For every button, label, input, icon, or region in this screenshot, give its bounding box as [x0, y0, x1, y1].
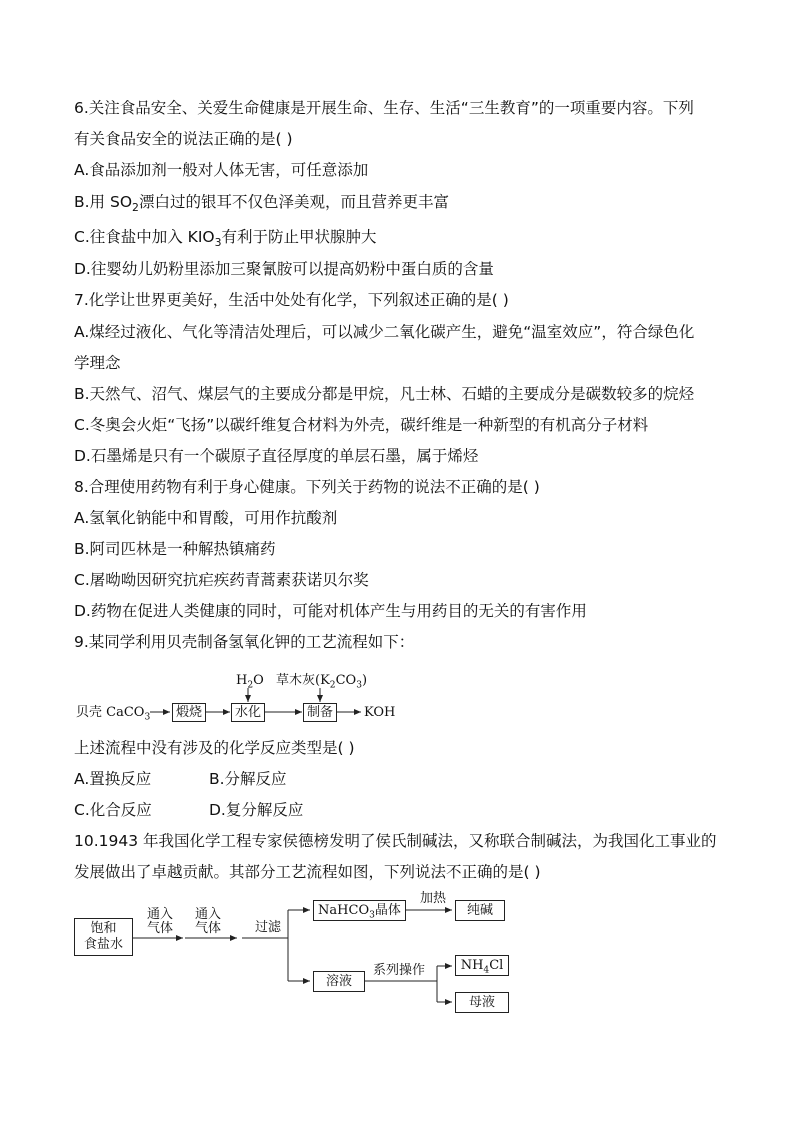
q9-option-b: B.分解反应 — [209, 770, 287, 788]
q9-option-c: C.化合反应 — [74, 801, 152, 819]
q10-heat-label: 加热 — [420, 891, 447, 906]
q8-option-c: C.屠呦呦因研究抗疟疾药青蒿素获诺贝尔奖 — [74, 571, 369, 589]
q7-option-a-line2: 学理念 — [74, 354, 121, 372]
q10-filter-label: 过滤 — [255, 920, 282, 935]
q6-option-a: A.食品添加剂一般对人体无害，可任意添加 — [74, 161, 369, 179]
q10-box-solution: 溶液 — [313, 971, 365, 992]
q8-option-b: B.阿司匹林是一种解热镇痛药 — [74, 540, 276, 558]
q9-step-prepare: 制备 — [303, 703, 337, 722]
q9-stem: 9.某同学利用贝壳制备氢氧化钾的工艺流程如下： — [74, 633, 415, 651]
q10-gas-input-1-line1: 通入 — [147, 907, 174, 922]
q7-option-c: C.冬奥会火炬“飞扬”以碳纤维复合材料为外壳，碳纤维是一种新型的有机高分子材料 — [74, 416, 649, 434]
q10-box-mother-liquor: 母液 — [455, 992, 509, 1013]
q9-step-hydrate: 水化 — [231, 703, 265, 722]
q10-series-label: 系列操作 — [373, 963, 426, 978]
q9-step-calcine: 煅烧 — [172, 703, 206, 722]
q10-box-crystal: NaHCO$_3$晶体 — [313, 900, 406, 921]
q9-end-product: KOH — [364, 705, 396, 720]
q7-stem: 7.化学让世界更美好，生活中处处有化学，下列叙述正确的是( ) — [74, 291, 509, 309]
q8-stem: 8.合理使用药物有利于身心健康。下列关于药物的说法不正确的是( ) — [74, 478, 540, 496]
q7-option-b: B.天然气、沼气、煤层气的主要成分都是甲烷，凡士林、石蜡的主要成分是碳数较多的烷烃 — [74, 385, 695, 403]
q9-option-a: A.置换反应 — [74, 770, 152, 788]
q10-stem-line1: 10.1943 年我国化学工程专家侯德榜发明了侯氏制碱法，又称联合制碱法，为我国化工事业的 — [74, 832, 717, 850]
q10-box-brine: 饱和 食盐水 — [74, 918, 133, 956]
q9-option-d: D.复分解反应 — [209, 801, 304, 819]
q9-start-label: 贝壳 CaCO$_3$ — [76, 705, 151, 723]
q6-option-c: C.往食盐中加入 $KIO_3$有利于防止甲状腺肿大 — [74, 228, 377, 250]
q10-box-soda: 纯碱 — [455, 900, 505, 921]
q8-option-a: A.氢氧化钠能中和胃酸，可用作抗酸剂 — [74, 509, 338, 527]
q8-option-d: D.药物在促进人类健康的同时，可能对机体产生与用药目的无关的有害作用 — [74, 602, 587, 620]
q9-water-input: $H_2O$ — [236, 673, 264, 691]
q6-option-b: B.用 $SO_2$漂白过的银耳不仅色泽美观，而且营养更丰富 — [74, 193, 449, 215]
q10-gas-input-2-line2: 气体 — [195, 921, 222, 936]
q6-stem-line2: 有关食品安全的说法正确的是( ) — [74, 130, 293, 148]
q7-option-a-line1: A.煤经过液化、气化等清洁处理后，可以减少二氧化碳产生，避免“温室效应”，符合绿色化 — [74, 323, 695, 341]
q7-option-d: D.石墨烯是只有一个碳原子直径厚度的单层石墨，属于烯烃 — [74, 447, 479, 465]
q6-stem-line1: 6.关注食品安全、关爱生命健康是开展生命、生存、生活“三生教育”的一项重要内容。下列 — [74, 99, 694, 117]
q9-ash-input: 草木灰$(K_2CO_3)$ — [276, 673, 368, 691]
q10-box-nh4cl: $NH_4Cl$ — [455, 955, 509, 976]
q10-gas-input-1-line2: 气体 — [147, 921, 174, 936]
q6-option-d: D.往婴幼儿奶粉里添加三聚氰胺可以提高奶粉中蛋白质的含量 — [74, 260, 494, 278]
q10-stem-line2: 发展做出了卓越贡献。其部分工艺流程如图，下列说法不正确的是( ) — [74, 863, 541, 881]
q10-gas-input-2-line1: 通入 — [195, 907, 222, 922]
q9-question: 上述流程中没有涉及的化学反应类型是( ) — [74, 739, 355, 757]
